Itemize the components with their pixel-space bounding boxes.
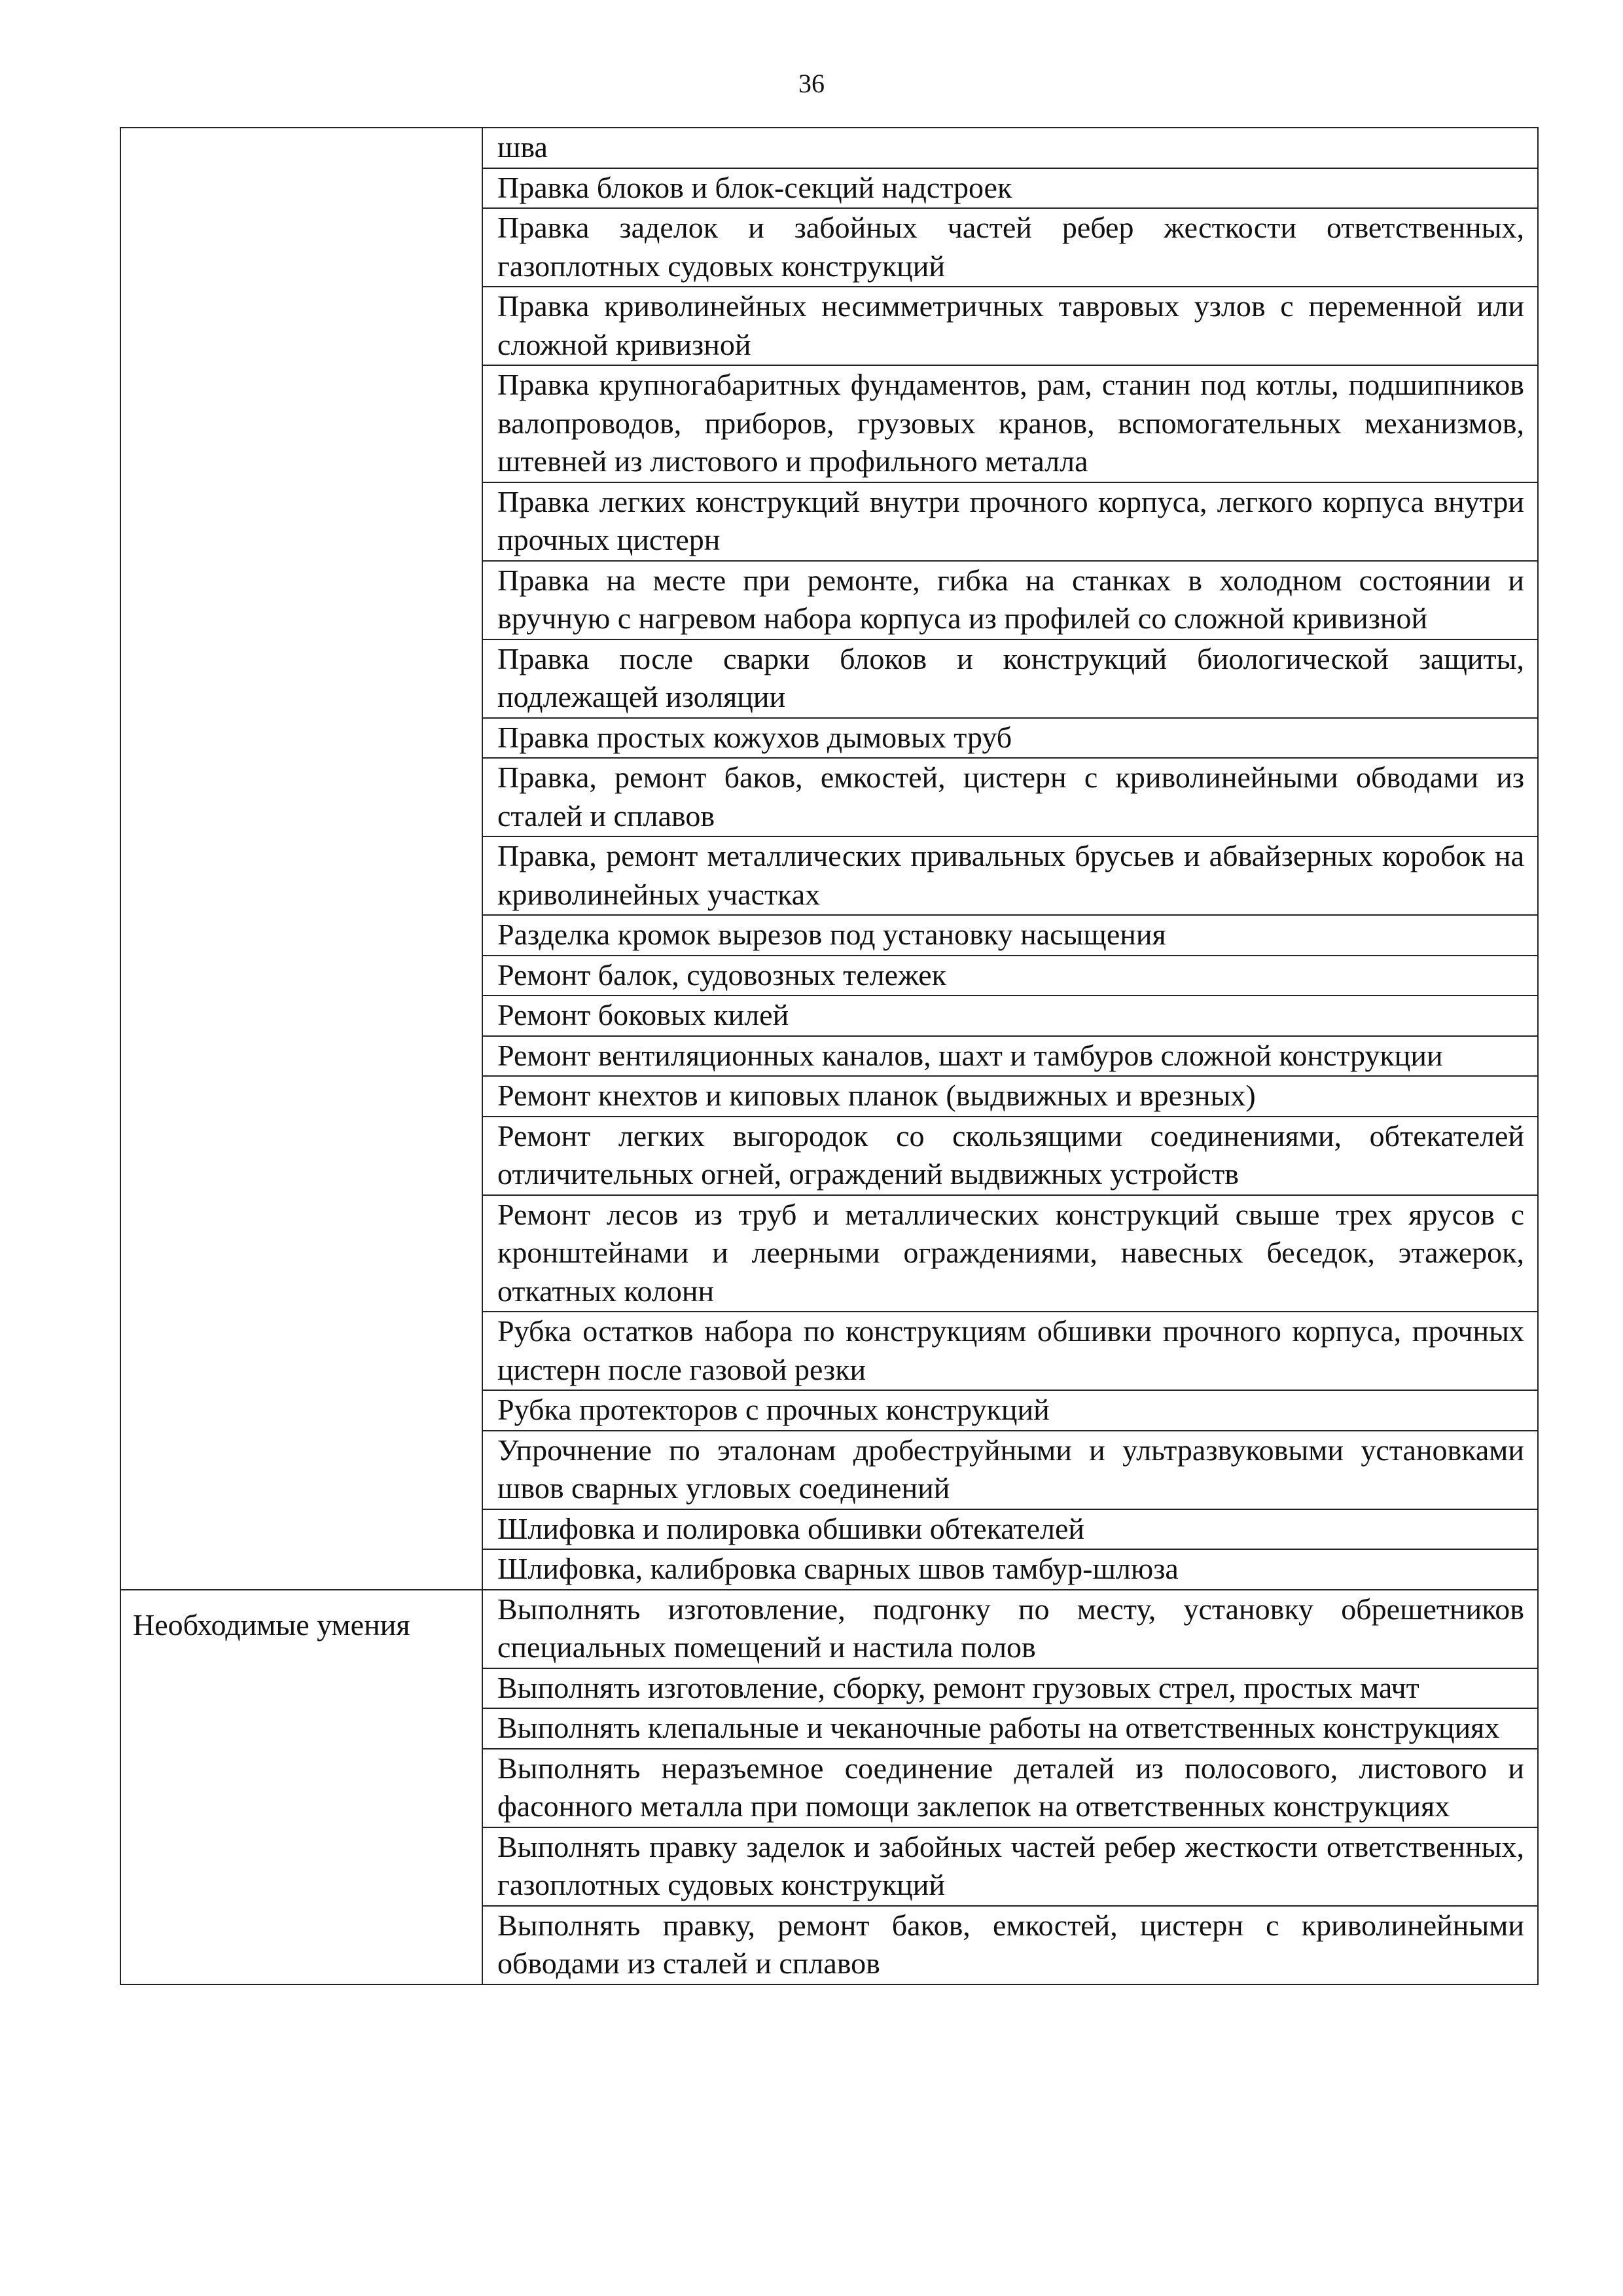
item-text: Правка, ремонт металлических привальных брусьев и абвайзерных коробок на криволинейных участках	[497, 839, 1524, 911]
table-row	[120, 128, 1538, 168]
item-text: Рубка протекторов с прочных конструкций	[497, 1393, 1050, 1426]
item-cell	[482, 168, 1538, 209]
item-cell	[482, 561, 1538, 639]
item-cell	[482, 1312, 1538, 1390]
item-cell	[482, 365, 1538, 482]
item-cell	[482, 915, 1538, 956]
item-text: Правка крупногабаритных фундаментов, рам, станин под котлы, подшипников валопроводов, приборов, грузовых кранов, вспомогательных механизмов, штевней из листового и профильного металла	[497, 368, 1524, 478]
item-text: Правка простых кожухов дымовых труб	[497, 720, 1012, 754]
item-text: Правка после сварки блоков и конструкций биологической защиты, подлежащей изоляции	[497, 641, 1524, 713]
item-cell	[482, 718, 1538, 759]
item-cell	[482, 208, 1538, 287]
item-cell	[482, 482, 1538, 561]
item-cell	[482, 1906, 1538, 1984]
section-label-cell: Необходимые умения	[120, 1590, 482, 1984]
item-cell	[482, 639, 1538, 718]
item-text: Выполнять изготовление, подгонку по месту, установку обрешетников специальных помещений и настила полов	[497, 1592, 1524, 1664]
item-text: Ремонт вентиляционных каналов, шахт и тамбуров сложной конструкции	[497, 1038, 1443, 1072]
item-text: Ремонт лесов из труб и металлических конструкций свыше трех ярусов с кронштейнами и леерными ограждениями, навесных беседок, этажерок, откатных колонн	[497, 1197, 1524, 1308]
item-cell	[482, 996, 1538, 1036]
page-number: 36	[798, 69, 825, 98]
item-text: Выполнять неразъемное соединение деталей из полосового, листового и фасонного металла при помощи заклепок на ответственных конструкциях	[497, 1751, 1524, 1823]
requirements-table	[120, 127, 1539, 1985]
item-cell	[482, 128, 1538, 168]
item-cell	[482, 1036, 1538, 1077]
item-cell	[482, 1431, 1538, 1509]
item-cell	[482, 1668, 1538, 1709]
item-cell	[482, 758, 1538, 836]
item-text: Шлифовка, калибровка сварных швов тамбур-шлюза	[497, 1552, 1179, 1585]
section-label-cell	[120, 128, 482, 1590]
item-text: Ремонт кнехтов и киповых планок (выдвижных и врезных)	[497, 1079, 1256, 1112]
table-body	[120, 128, 1538, 1984]
item-text: Правка заделок и забойных частей ребер жесткости ответственных, газоплотных судовых конструкций	[497, 211, 1524, 283]
item-text: Правка, ремонт баков, емкостей, цистерн с криволинейными обводами из сталей и сплавов	[497, 761, 1524, 833]
item-cell	[482, 1117, 1538, 1195]
item-text: Ремонт легких выгородок со скользящими соединениями, обтекателей отличительных огней, ограждений выдвижных устройств	[497, 1119, 1524, 1191]
item-cell	[482, 1590, 1538, 1668]
item-text: Правка на месте при ремонте, гибка на станках в холодном состоянии и вручную с нагревом набора корпуса из профилей со сложной кривизной	[497, 563, 1524, 635]
item-text: Ремонт балок, судовозных тележек	[497, 958, 947, 992]
item-cell	[482, 836, 1538, 915]
item-cell	[482, 1749, 1538, 1827]
item-cell	[482, 1827, 1538, 1906]
item-text: Выполнять правку, ремонт баков, емкостей, цистерн с криволинейными обводами из сталей и сплавов	[497, 1908, 1524, 1980]
item-cell	[482, 1390, 1538, 1431]
item-cell	[482, 1549, 1538, 1590]
item-text: Выполнять правку заделок и забойных частей ребер жесткости ответственных, газоплотных судовых конструкций	[497, 1829, 1524, 1901]
item-text: Выполнять клепальные и чеканочные работы на ответственных конструкциях	[497, 1711, 1500, 1744]
item-text: Выполнять изготовление, сборку, ремонт грузовых стрел, простых мачт	[497, 1670, 1419, 1704]
item-cell	[482, 287, 1538, 365]
item-cell	[482, 956, 1538, 996]
item-text: шва	[497, 130, 548, 164]
item-text: Правка легких конструкций внутри прочного корпуса, легкого корпуса внутри прочных цистерн	[497, 484, 1524, 556]
item-text: Правка блоков и блок-секций надстроек	[497, 170, 1012, 204]
table-row	[120, 1590, 1538, 1668]
item-cell	[482, 1708, 1538, 1749]
item-text: Рубка остатков набора по конструкциям обшивки прочного корпуса, прочных цистерн после газовой резки	[497, 1314, 1524, 1386]
item-text: Разделка кромок вырезов под установку насыщения	[497, 918, 1166, 951]
item-cell	[482, 1195, 1538, 1312]
item-cell	[482, 1509, 1538, 1550]
item-text: Упрочнение по эталонам дробеструйными и ультразвуковыми установками швов сварных угловых соединений	[497, 1433, 1524, 1505]
item-cell	[482, 1076, 1538, 1117]
item-text: Правка криволинейных несимметричных тавровых узлов с переменной или сложной кривизной	[497, 289, 1524, 361]
item-text: Шлифовка и полировка обшивки обтекателей	[497, 1511, 1084, 1545]
item-text: Ремонт боковых килей	[497, 998, 789, 1031]
